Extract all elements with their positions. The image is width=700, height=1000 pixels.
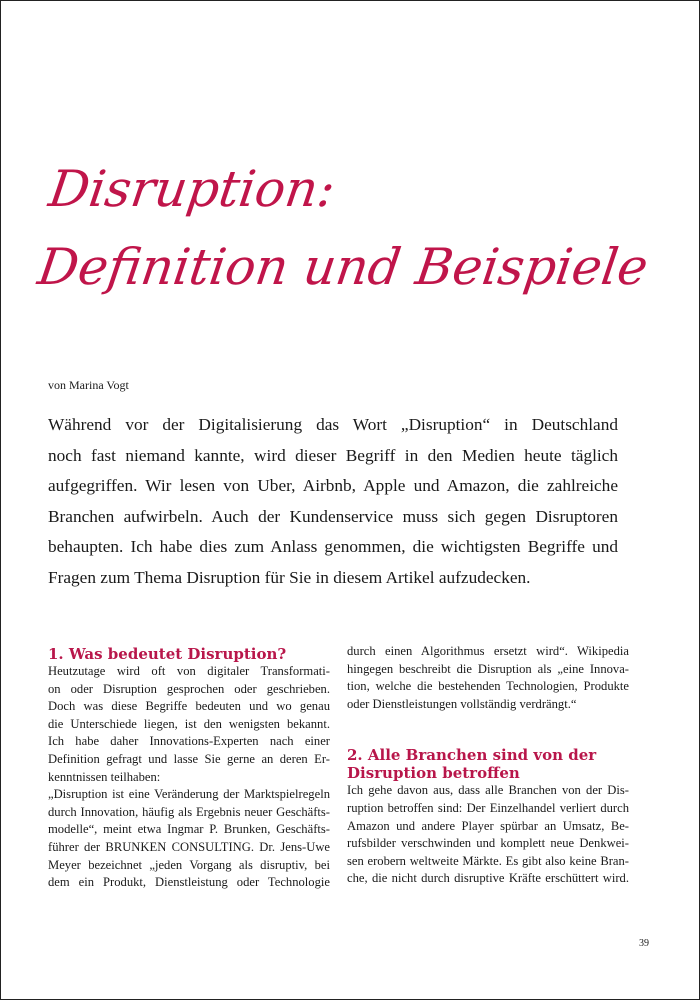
column-right: [347, 643, 629, 888]
section-heading: Disruption betroffen: [347, 764, 520, 783]
body-line: Ich habe daher Innovations-Experten nach einer: [48, 734, 330, 749]
body-line: ruption betroffen sind: Der Einzelhandel verliert durch: [347, 800, 629, 815]
body-line: hingegen beschreibt die Disruption als „eine Innova-: [347, 661, 629, 676]
intro-line: Fragen zum Thema Disruption für Sie in diesem Artikel aufzudecken.: [48, 567, 531, 587]
body-line: Ich gehe davon aus, dass alle Branchen von der Dis-: [347, 783, 629, 798]
intro-line: Branchen aufwirbeln. Auch der Kundenservice muss sich gegen Disruptoren: [48, 506, 618, 526]
section-heading: 1. Was bedeutet Disruption?: [48, 645, 287, 663]
body-line: tion, welche die bestehenden Technologien, Produkte: [347, 679, 629, 694]
body-line: Amazon und andere Player spürbar an Umsatz, Be-: [347, 818, 629, 833]
body-line: führer der BRUNKEN CONSULTING. Dr. Jens-Uwe: [48, 839, 330, 854]
body-line: Doch was diese Begriffe bedeuten und wo genau: [48, 699, 330, 714]
body-line: che, die nicht durch disruptive Kräfte erschüttert wird.: [347, 871, 629, 886]
intro-line: behaupten. Ich habe dies zum Anlass genommen, die wichtigsten Begriffe und: [48, 537, 618, 556]
body-line: Heutzutage wird oft von digitaler Transformati-: [48, 664, 330, 678]
page-number: 39: [639, 938, 649, 949]
body-line: modelle“, meint etwa Ingmar P. Brunken, Geschäfts-: [48, 822, 330, 837]
body-line: kenntnissen teilhaben:: [48, 769, 161, 784]
intro-line: aufgegriffen. Wir lesen von Uber, Airbnb, Apple und Amazon, die zahlreiche: [48, 476, 618, 495]
section-heading: 2. Alle Branchen sind von der: [347, 746, 597, 765]
intro-line: noch fast niemand kannte, wird dieser Begriff in den Medien heute täglich: [48, 445, 618, 465]
intro-line: Während vor der Digitalisierung das Wort „Disruption“ in Deutschland: [48, 415, 618, 434]
body-line: on oder Disruption gesprochen oder geschrieben.: [48, 681, 330, 696]
body-line: Meyer bezeichnet „jeden Vorgang als disruptiv, bei: [48, 857, 330, 872]
body-line: sen erobern weltweite Märkte. Es gibt also keine Bran-: [347, 853, 629, 868]
column-left: [48, 645, 330, 892]
body-line: durch einen Algorithmus ersetzt wird“. Wikipedia: [347, 644, 629, 658]
title-line: Definition und Beispiele: [34, 238, 652, 296]
title-line: Disruption:: [45, 160, 339, 218]
body-line: rufsbilder verschwinden und komplett neue Denkwei-: [347, 836, 629, 851]
body-line: durch Innovation, häufig als Ergebnis neuer Geschäfts-: [48, 804, 330, 819]
article-title: [33, 150, 664, 306]
author-byline: von Marina Vogt: [48, 378, 129, 392]
body-line: dem ein Produkt, Dienstleistung oder Technologie: [48, 875, 330, 890]
body-line: die Unterschiede liegen, ist den wenigsten bekannt.: [48, 716, 330, 731]
body-line: oder Dienstleistungen vollständig verdrängt.“: [347, 696, 577, 711]
intro-paragraph: [48, 410, 618, 593]
body-line: „Disruption ist eine Veränderung der Marktspielregeln: [48, 787, 330, 802]
body-line: Definition gefragt und lasse Sie gerne an deren Er-: [48, 751, 330, 766]
